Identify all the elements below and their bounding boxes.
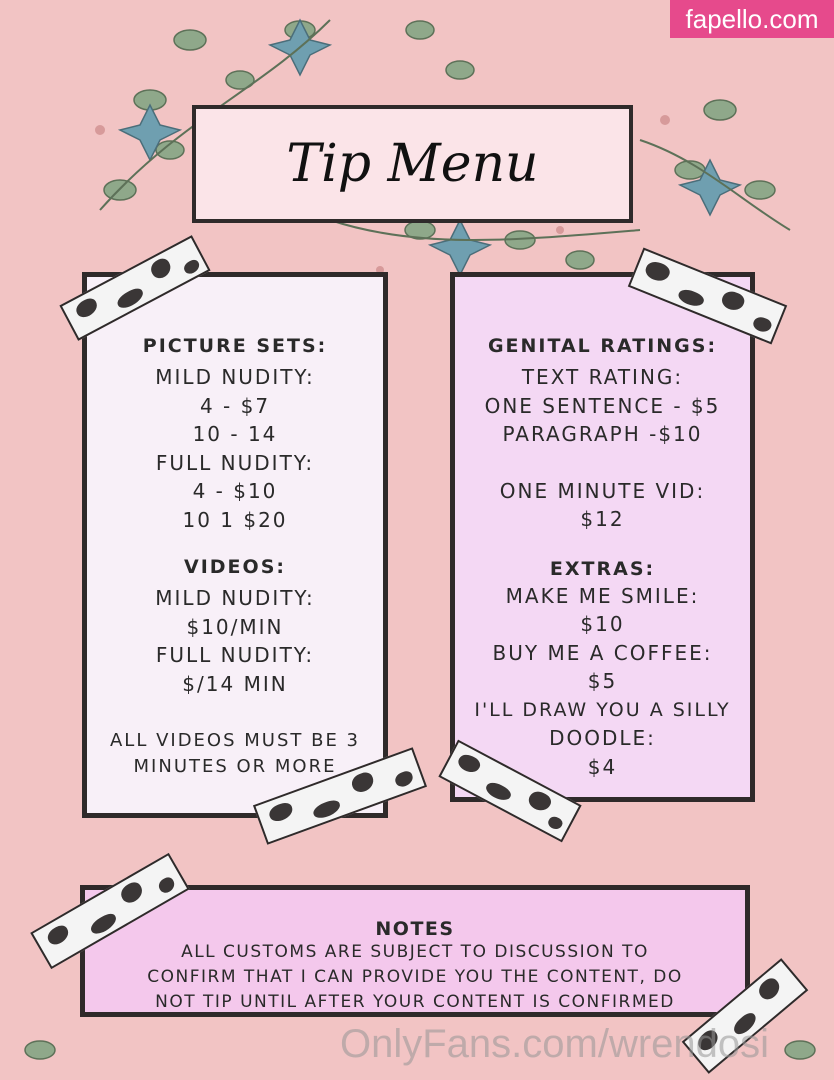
picture-sets-line: FULL NUDITY:: [155, 450, 315, 475]
extras-heading: EXTRAS:: [549, 557, 656, 580]
notes-line: ALL CUSTOMS ARE SUBJECT TO DISCUSSION TO: [181, 942, 649, 962]
picture-sets-line: 10 1 $20: [182, 507, 288, 532]
picture-sets-line: 4 - $7: [199, 393, 271, 418]
extras-line: $4: [587, 754, 618, 779]
picture-sets-line: 10 - 14: [192, 422, 278, 446]
videos-line: MILD NUDITY:: [155, 586, 315, 610]
notes-line: CONFIRM THAT I CAN PROVIDE YOU THE CONTENT, DO: [147, 967, 683, 987]
site-badge[interactable]: fapello.com: [670, 0, 834, 38]
left-menu-panel: [82, 272, 388, 818]
extras-line: MAKE ME SMILE:: [505, 583, 700, 608]
watermark-text: OnlyFans.com/wrendosi: [340, 1022, 770, 1066]
picture-sets-line: MILD NUDITY:: [155, 365, 315, 389]
title-box: [192, 105, 633, 223]
notes-panel: [80, 885, 750, 1017]
extras-line: I'LL DRAW YOU A SILLY: [474, 698, 731, 721]
videos-line: $/14 MIN: [182, 671, 288, 696]
picture-sets-heading: PICTURE SETS:: [142, 335, 328, 357]
extras-line: $10: [580, 612, 625, 636]
videos-note-line: ALL VIDEOS MUST BE 3: [109, 730, 360, 751]
videos-line: FULL NUDITY:: [155, 643, 315, 667]
notes-line: NOT TIP UNTIL AFTER YOUR CONTENT IS CONFIRMED: [155, 992, 675, 1012]
page-title: Tip Menu: [286, 134, 539, 194]
ratings-line: ONE SENTENCE - $5: [484, 393, 721, 418]
picture-sets-line: 4 - $10: [192, 479, 278, 503]
genital-ratings-heading: GENITAL RATINGS:: [487, 335, 718, 357]
videos-note-line: MINUTES OR MORE: [133, 756, 337, 777]
extras-line: $5: [587, 669, 618, 693]
ratings-line: TEXT RATING:: [521, 365, 684, 389]
extras-line: DOODLE:: [549, 726, 656, 750]
video-rating-line: ONE MINUTE VID:: [499, 478, 706, 503]
right-menu-panel: [450, 272, 755, 802]
ratings-line: PARAGRAPH -$10: [502, 422, 703, 446]
extras-line: BUY ME A COFFEE:: [492, 640, 713, 665]
video-rating-line: $12: [580, 507, 625, 531]
videos-heading: VIDEOS:: [184, 556, 286, 578]
videos-line: $10/MIN: [186, 614, 284, 639]
notes-heading: NOTES: [375, 918, 455, 940]
